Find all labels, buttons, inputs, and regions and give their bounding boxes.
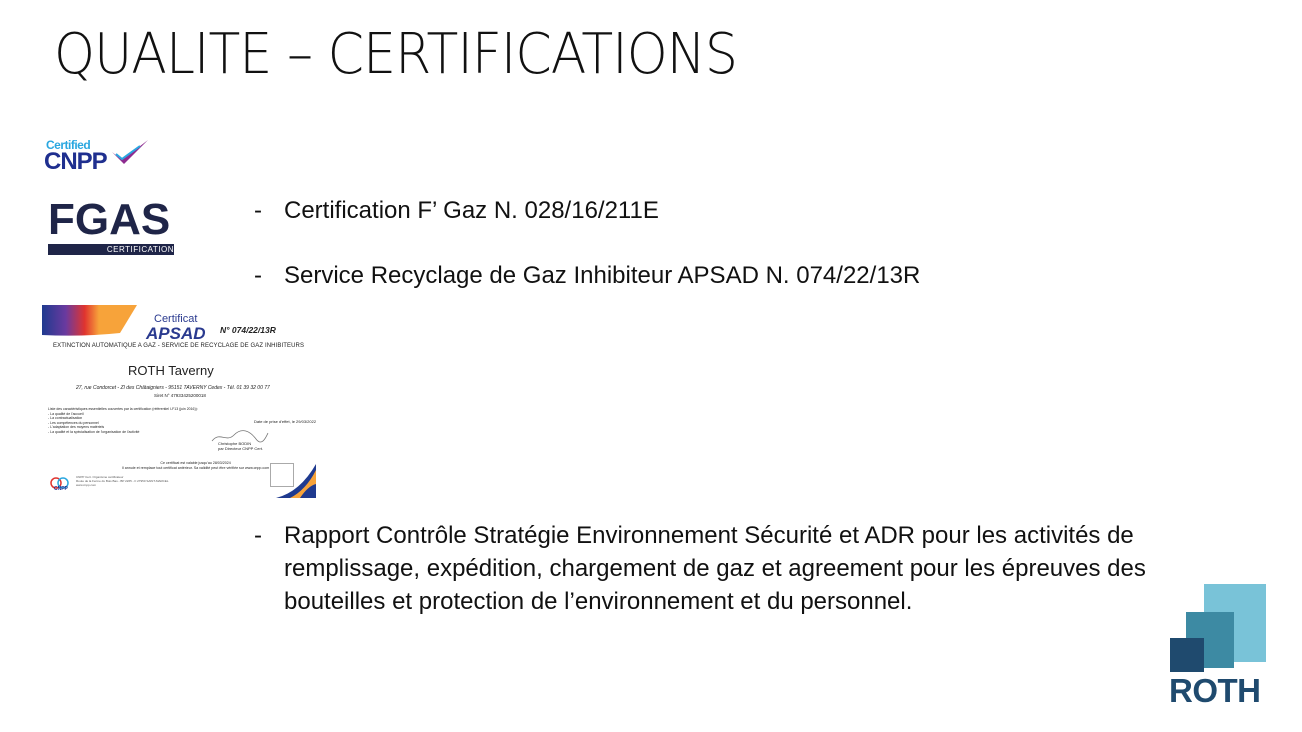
bullet-item [254, 519, 1214, 618]
certificate-signatory: Christophe BODIN par Directeur CNPP Cert. [218, 441, 264, 451]
certificate-siret: Siret N° 47933425200018 [154, 393, 206, 398]
apsad-certificate [42, 305, 316, 498]
certificate-address: 27, rue Condorcet - ZI des Châtaigniers - 95151 TAVERNY Cedex - Tél. 01 39 32 00 77 [76, 385, 270, 391]
certificate-number: N° 074/22/13R [220, 325, 276, 335]
certificate-heading: Certificat [154, 313, 198, 325]
cnpp-mini-label: CNPP [54, 486, 68, 492]
roth-logo [1168, 584, 1268, 714]
certificate-effective-date: Date de prise d'effet, le 29/03/2022 [254, 419, 316, 424]
fgas-logo [48, 195, 176, 256]
certificate-characteristics: Liste des caractéristiques essentielles couvertes par la certification (référentiel I-F13 (juin 2016)): - La qualité de l'accueil - La contractualisation - Les compétences du personnel - L'adaptation des moyens matériels - La qualité et la spécialisation de l'organisation de l'activité [48, 407, 198, 434]
certificate-footer: CNPP Cert. Organisme certificateur Route de la Ferme du Bois Bas - BP 2265 - F 27950 SAINT-MARCEL www.cnpp.com [76, 475, 169, 487]
bullet-dash: - [254, 197, 262, 224]
cnpp-logo [44, 136, 154, 178]
apsad-brand: APSAD [146, 324, 206, 343]
checkmark-icon [110, 138, 150, 166]
bullet-text: Service Recyclage de Gaz Inhibiteur APSAD N. 074/22/13R [284, 262, 921, 289]
bullet-item [254, 194, 1214, 227]
certificate-company: ROTH Taverny [128, 363, 214, 378]
bullet-item [254, 259, 1214, 292]
bullet-text: Rapport Contrôle Stratégie Environnement Sécurité et ADR pour les activités de remplissage, expédition, chargement de gaz et agreement pour les épreuves des bouteilles et protection de l’environnement et du personnel. [284, 522, 1146, 615]
roth-squares-icon [1168, 584, 1268, 672]
certificate-corner-band [270, 464, 316, 498]
certificate-validity: Ce certificat est valable jusqu'au 28/03/2024 Il annule et remplace tout certificat antérieur. Sa validité peut être vérifiée sur www.cnpp.com [122, 461, 270, 470]
cnpp-certified-text: Certified [46, 138, 91, 152]
bullet-dash: - [254, 262, 262, 289]
cnpp-wordmark: CNPP [44, 148, 107, 175]
bullet-dash: - [254, 522, 262, 549]
certificate-scope: EXTINCTION AUTOMATIQUE A GAZ - SERVICE DE RECYCLAGE DE GAZ INHIBITEURS [53, 343, 305, 349]
bullet-text: Certification F’ Gaz N. 028/16/211E [284, 197, 659, 224]
slide-title: QUALITE – CERTIFICATIONS [54, 22, 737, 87]
fgas-certification-bar: CERTIFICATION [48, 244, 174, 255]
fgas-wordmark: FGAS [48, 195, 171, 244]
roth-wordmark: ROTH [1169, 672, 1261, 709]
